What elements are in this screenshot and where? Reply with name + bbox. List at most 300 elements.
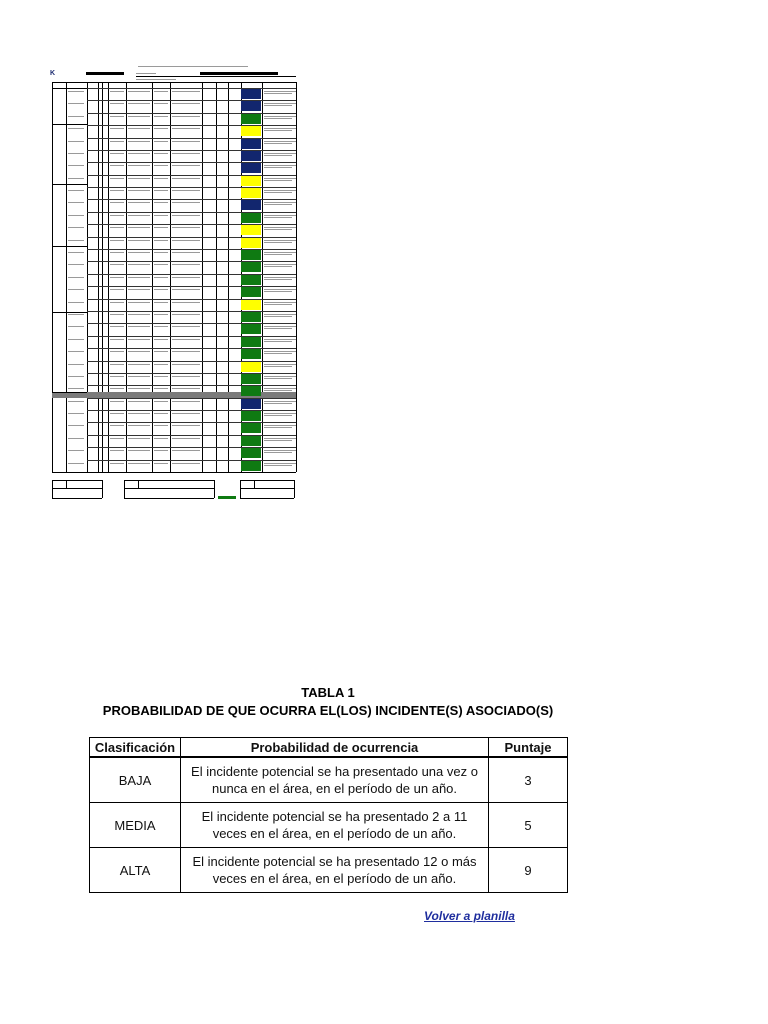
sheet-text xyxy=(68,91,84,92)
status-cell xyxy=(241,448,261,458)
sheet-gridline xyxy=(87,299,296,300)
sheet-text xyxy=(172,277,200,278)
sheet-gridline xyxy=(216,82,217,472)
sheet-text xyxy=(172,376,200,377)
sheet-text xyxy=(264,304,292,305)
status-cell xyxy=(241,362,261,372)
sheet-text xyxy=(128,116,150,117)
status-cell xyxy=(241,461,261,471)
sheet-text xyxy=(264,403,292,404)
sheet-text xyxy=(136,73,156,74)
sheet-text xyxy=(264,452,292,453)
sheet-text xyxy=(68,364,84,365)
sheet-header-bar xyxy=(200,72,278,75)
status-cell xyxy=(241,139,261,149)
sheet-text xyxy=(68,289,84,290)
sheet-text xyxy=(264,105,292,106)
sheet-text xyxy=(264,180,292,181)
signature-box xyxy=(294,480,295,498)
sheet-text xyxy=(172,450,200,451)
sheet-gridline xyxy=(202,82,203,472)
sheet-text xyxy=(110,141,124,142)
sheet-text xyxy=(264,141,296,142)
sheet-text xyxy=(68,227,84,228)
sheet-text xyxy=(68,264,84,265)
probability-line: El incidente potencial se ha presentado 2 a 11 xyxy=(201,809,468,824)
sheet-text xyxy=(172,339,200,340)
sheet-text xyxy=(110,240,124,241)
sheet-gridline xyxy=(52,472,296,473)
sheet-text xyxy=(128,413,150,414)
sheet-text xyxy=(68,302,84,303)
sheet-text xyxy=(68,351,84,352)
status-cell xyxy=(241,312,261,322)
sheet-text xyxy=(154,91,168,92)
sheet-text xyxy=(154,116,168,117)
table-row xyxy=(90,757,568,803)
sheet-text xyxy=(128,227,150,228)
sheet-gridline xyxy=(87,82,88,472)
header-probability: Probabilidad de ocurrencia xyxy=(181,738,489,758)
sheet-text xyxy=(264,341,292,342)
probability-cell xyxy=(181,848,489,893)
sheet-text xyxy=(128,425,150,426)
sheet-text xyxy=(154,202,168,203)
sheet-text xyxy=(264,93,292,94)
table-row xyxy=(90,803,568,848)
sheet-text xyxy=(154,413,168,414)
signature-box xyxy=(254,480,255,488)
sheet-text xyxy=(264,190,296,191)
sheet-text xyxy=(172,91,200,92)
sheet-text xyxy=(110,425,124,426)
status-cell xyxy=(241,337,261,347)
sheet-text xyxy=(264,415,292,416)
sheet-text xyxy=(154,252,168,253)
score-cell: 9 xyxy=(489,848,568,893)
signature-box xyxy=(124,480,125,498)
sheet-text xyxy=(172,178,200,179)
sheet-text xyxy=(68,190,84,191)
sheet-text xyxy=(128,326,150,327)
sheet-text xyxy=(128,463,150,464)
sheet-text xyxy=(264,116,296,117)
sheet-gridline xyxy=(87,422,296,423)
sheet-text xyxy=(68,165,84,166)
sheet-text xyxy=(264,91,296,92)
sheet-gridline xyxy=(87,150,296,151)
sheet-text xyxy=(264,103,296,104)
signature-box xyxy=(138,480,139,488)
sheet-text xyxy=(128,314,150,315)
sheet-text xyxy=(154,264,168,265)
sheet-gridline xyxy=(87,286,296,287)
sheet-text xyxy=(264,254,292,255)
sheet-text xyxy=(264,425,296,426)
sheet-text xyxy=(172,413,200,414)
signature-box xyxy=(124,498,214,499)
sheet-text xyxy=(110,153,124,154)
table-row xyxy=(90,848,568,893)
sheet-text xyxy=(264,178,296,179)
sheet-text xyxy=(264,266,292,267)
sheet-text xyxy=(128,91,150,92)
sheet-gridline xyxy=(66,82,67,472)
signature-box xyxy=(66,480,67,488)
sheet-text xyxy=(264,390,292,391)
sheet-text xyxy=(154,289,168,290)
status-cell xyxy=(241,176,261,186)
sheet-gridline xyxy=(87,175,296,176)
sheet-text xyxy=(264,366,292,367)
signature-box xyxy=(52,498,102,499)
sheet-text xyxy=(110,364,124,365)
signature-box xyxy=(214,480,215,498)
sheet-text xyxy=(264,326,296,327)
sheet-text xyxy=(154,425,168,426)
sheet-text xyxy=(128,128,150,129)
status-cell xyxy=(241,89,261,99)
status-cell xyxy=(241,126,261,136)
sheet-text xyxy=(264,401,296,402)
sheet-text xyxy=(110,302,124,303)
signature-box xyxy=(52,488,102,489)
status-cell xyxy=(241,238,261,248)
status-cell xyxy=(241,349,261,359)
signature-box xyxy=(52,480,53,498)
sheet-gridline xyxy=(262,82,263,472)
status-cell xyxy=(241,300,261,310)
sheet-gridline xyxy=(87,199,296,200)
sheet-gridline xyxy=(87,224,296,225)
sheet-text xyxy=(68,401,84,402)
status-cell xyxy=(241,151,261,161)
sheet-text xyxy=(172,240,200,241)
company-logo: K xyxy=(50,70,56,77)
sheet-text xyxy=(264,204,292,205)
sheet-text xyxy=(264,143,292,144)
sheet-text xyxy=(128,376,150,377)
sheet-text xyxy=(154,240,168,241)
sheet-gridline xyxy=(152,82,153,472)
header-score: Puntaje xyxy=(489,738,568,758)
status-cell xyxy=(241,250,261,260)
sheet-text xyxy=(172,463,200,464)
sheet-text xyxy=(264,252,296,253)
sheet-gridline xyxy=(52,82,53,472)
sheet-gridline xyxy=(52,312,87,313)
sheet-text xyxy=(264,328,292,329)
sheet-text xyxy=(264,277,296,278)
sheet-text xyxy=(172,227,200,228)
sheet-gridline xyxy=(87,138,296,139)
sheet-text xyxy=(110,351,124,352)
sheet-text xyxy=(110,450,124,451)
sheet-text xyxy=(128,351,150,352)
sheet-gridline xyxy=(87,410,296,411)
probability-line: El incidente potencial se ha presentado 12 o más xyxy=(192,854,477,869)
signature-box xyxy=(240,480,241,498)
signature-box xyxy=(240,480,294,481)
sheet-text xyxy=(154,103,168,104)
sheet-gridline xyxy=(87,100,296,101)
status-cell xyxy=(241,188,261,198)
sheet-text xyxy=(110,202,124,203)
sheet-text xyxy=(110,463,124,464)
sheet-text xyxy=(172,364,200,365)
sheet-text xyxy=(172,326,200,327)
sheet-text xyxy=(110,289,124,290)
sheet-text xyxy=(68,438,84,439)
sheet-gridline xyxy=(87,261,296,262)
status-cell xyxy=(241,262,261,272)
sheet-text xyxy=(110,215,124,216)
sheet-text xyxy=(172,401,200,402)
sheet-text xyxy=(68,314,84,315)
sheet-text xyxy=(172,438,200,439)
sheet-text xyxy=(172,215,200,216)
sheet-text xyxy=(68,388,84,389)
sheet-gridline xyxy=(87,385,296,386)
status-cell xyxy=(241,399,261,409)
sheet-text xyxy=(110,326,124,327)
sheet-text xyxy=(172,252,200,253)
sheet-text xyxy=(128,264,150,265)
sheet-text xyxy=(264,215,296,216)
sheet-text xyxy=(110,103,124,104)
sheet-text xyxy=(68,178,84,179)
spreadsheet-thumbnail xyxy=(50,62,300,507)
sheet-gridline xyxy=(87,249,296,250)
sheet-text xyxy=(264,463,296,464)
sheet-text xyxy=(110,227,124,228)
sheet-text xyxy=(264,438,296,439)
sheet-text xyxy=(264,128,296,129)
sheet-gridline xyxy=(87,336,296,337)
classification-cell: BAJA xyxy=(90,757,181,803)
sheet-text xyxy=(138,66,248,67)
sheet-text xyxy=(68,240,84,241)
sheet-text xyxy=(110,178,124,179)
sheet-text xyxy=(110,339,124,340)
sheet-text xyxy=(110,388,124,389)
probability-line: El incidente potencial se ha presentado una vez o xyxy=(191,764,478,779)
status-cell xyxy=(241,386,261,396)
sheet-gridline xyxy=(87,460,296,461)
sheet-gridline xyxy=(52,82,296,83)
sheet-text xyxy=(264,229,292,230)
sheet-text xyxy=(128,153,150,154)
sheet-text xyxy=(128,165,150,166)
sheet-text xyxy=(128,302,150,303)
sheet-text xyxy=(128,401,150,402)
sheet-text xyxy=(110,165,124,166)
status-cell xyxy=(241,436,261,446)
sheet-text xyxy=(68,450,84,451)
signature-box xyxy=(124,488,214,489)
sheet-text xyxy=(154,141,168,142)
sheet-text xyxy=(110,91,124,92)
sheet-text xyxy=(154,302,168,303)
probability-line: veces en el área, en el período de un año. xyxy=(212,826,457,841)
table-subtitle: PROBABILIDAD DE QUE OCURRA EL(LOS) INCIDENTE(S) ASOCIADO(S) xyxy=(102,703,554,718)
sheet-text xyxy=(172,388,200,389)
sheet-text xyxy=(68,252,84,253)
status-cell xyxy=(241,287,261,297)
sheet-gridline xyxy=(228,82,229,472)
probability-cell xyxy=(181,757,489,803)
sheet-text xyxy=(172,425,200,426)
sheet-text xyxy=(172,116,200,117)
sheet-text xyxy=(110,413,124,414)
signature-box xyxy=(102,480,103,498)
sheet-gridline xyxy=(296,82,297,472)
sheet-text xyxy=(128,438,150,439)
sheet-text xyxy=(154,314,168,315)
sheet-text xyxy=(68,376,84,377)
score-cell: 3 xyxy=(489,757,568,803)
sheet-text xyxy=(136,79,176,80)
status-cell xyxy=(241,163,261,173)
sheet-gridline xyxy=(87,187,296,188)
sheet-text xyxy=(264,289,296,290)
sheet-text xyxy=(172,165,200,166)
sheet-text xyxy=(264,376,296,377)
sheet-text xyxy=(264,440,292,441)
sheet-text xyxy=(128,277,150,278)
sheet-text xyxy=(128,240,150,241)
signature-box xyxy=(52,480,102,481)
sheet-text xyxy=(264,279,292,280)
sheet-gridline xyxy=(52,246,87,247)
sheet-text xyxy=(264,118,292,119)
sheet-text xyxy=(110,128,124,129)
sheet-button xyxy=(218,496,236,499)
sheet-text xyxy=(172,153,200,154)
sheet-text xyxy=(172,264,200,265)
sheet-text xyxy=(264,450,296,451)
sheet-text xyxy=(264,339,296,340)
sheet-text xyxy=(264,264,296,265)
score-cell: 5 xyxy=(489,803,568,848)
sheet-gridline xyxy=(87,88,296,89)
sheet-text xyxy=(172,103,200,104)
table-title: TABLA 1 xyxy=(301,685,355,700)
sheet-text xyxy=(68,202,84,203)
classification-cell: ALTA xyxy=(90,848,181,893)
sheet-text xyxy=(264,153,296,154)
sheet-gridline xyxy=(52,184,87,185)
sheet-text xyxy=(68,103,84,104)
sheet-text xyxy=(264,192,292,193)
status-cell xyxy=(241,200,261,210)
sheet-header-bar xyxy=(136,76,296,77)
status-cell xyxy=(241,411,261,421)
sheet-gridline xyxy=(87,237,296,238)
sheet-text xyxy=(172,190,200,191)
sheet-text xyxy=(172,289,200,290)
sheet-text xyxy=(154,277,168,278)
sheet-text xyxy=(264,165,296,166)
status-cell xyxy=(241,374,261,384)
table-header-row xyxy=(90,738,568,758)
sheet-gridline xyxy=(126,82,127,472)
sheet-text xyxy=(128,289,150,290)
sheet-text xyxy=(110,277,124,278)
sheet-gridline xyxy=(108,82,109,472)
status-cell xyxy=(241,213,261,223)
sheet-text xyxy=(154,215,168,216)
sheet-text xyxy=(110,401,124,402)
sheet-gridline xyxy=(87,361,296,362)
sheet-text xyxy=(264,302,296,303)
sheet-text xyxy=(68,463,84,464)
status-cell xyxy=(241,101,261,111)
sheet-text xyxy=(154,227,168,228)
probability-cell xyxy=(181,803,489,848)
sheet-text xyxy=(110,190,124,191)
sheet-text xyxy=(172,128,200,129)
sheet-text xyxy=(264,353,292,354)
sheet-gridline xyxy=(170,82,171,472)
sheet-text xyxy=(264,388,296,389)
sheet-text xyxy=(154,351,168,352)
sheet-text xyxy=(128,141,150,142)
status-cell xyxy=(241,324,261,334)
sheet-text xyxy=(264,227,296,228)
sheet-text xyxy=(110,438,124,439)
sheet-gridline xyxy=(87,274,296,275)
sheet-text xyxy=(68,339,84,340)
sheet-text xyxy=(68,413,84,414)
back-to-sheet-link[interactable]: Volver a planilla xyxy=(424,909,515,923)
sheet-text xyxy=(128,178,150,179)
sheet-text xyxy=(154,401,168,402)
sheet-text xyxy=(128,388,150,389)
signature-box xyxy=(240,498,294,499)
sheet-text xyxy=(128,190,150,191)
sheet-text xyxy=(110,314,124,315)
sheet-text xyxy=(154,376,168,377)
sheet-text xyxy=(128,215,150,216)
sheet-text xyxy=(264,291,292,292)
sheet-text xyxy=(264,465,292,466)
sheet-text xyxy=(68,326,84,327)
sheet-gridline xyxy=(87,398,296,399)
sheet-text xyxy=(264,427,292,428)
sheet-gridline xyxy=(87,212,296,213)
status-cell xyxy=(241,225,261,235)
sheet-gridline xyxy=(87,162,296,163)
sheet-text xyxy=(68,277,84,278)
sheet-text xyxy=(172,302,200,303)
sheet-gridline xyxy=(52,392,87,393)
sheet-text xyxy=(128,202,150,203)
sheet-text xyxy=(264,202,296,203)
probability-table xyxy=(89,737,568,893)
sheet-text xyxy=(110,264,124,265)
sheet-gridline xyxy=(87,323,296,324)
sheet-gridline xyxy=(87,348,296,349)
sheet-text xyxy=(68,153,84,154)
sheet-text xyxy=(264,167,292,168)
sheet-text xyxy=(110,116,124,117)
sheet-text xyxy=(154,450,168,451)
sheet-text xyxy=(264,413,296,414)
probability-line: veces en el área, en el período de un año. xyxy=(212,871,457,886)
sheet-gridline xyxy=(87,125,296,126)
sheet-text xyxy=(264,351,296,352)
